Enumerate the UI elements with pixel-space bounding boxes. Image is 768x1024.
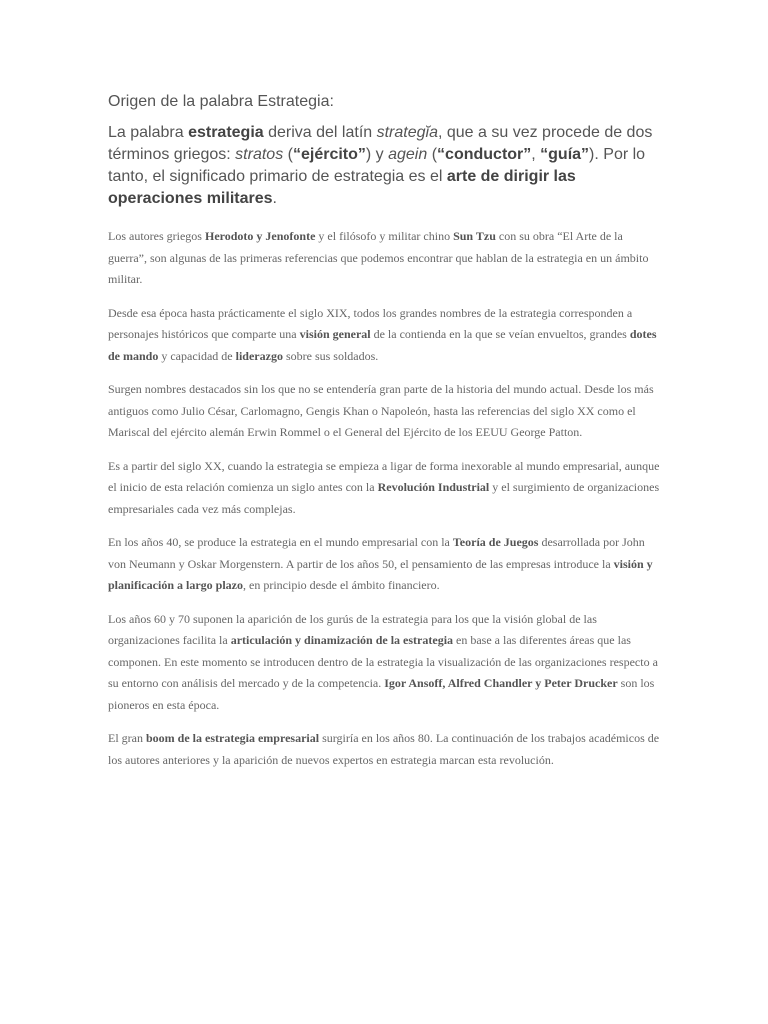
text-segment: y el surgimiento de organizaciones empresariales cada vez más complejas. [108, 480, 660, 516]
paragraph-xx-century [108, 456, 663, 521]
text-segment: Desde esa época hasta prácticamente el siglo XIX, todos los grandes nombres de la estrategia corresponden a personajes históricos que comparte una [108, 305, 633, 341]
bold-term: Herodoto y Jenofonte [204, 229, 316, 243]
text-segment: Es a partir del siglo XX, cuando la estrategia se empieza a ligar de forma inexorable al mundo empresarial, aunque el inicio de esta relación comienza un siglo antes con la [108, 458, 660, 494]
italic-term: stratos [235, 146, 284, 163]
text-segment: ( [283, 146, 293, 163]
page-heading: Origen de la palabra Estrategia: [108, 93, 334, 110]
text-segment: . [272, 190, 277, 207]
text-segment: La palabra [108, 124, 189, 141]
lead-paragraph [108, 122, 663, 210]
text-segment: y el filósofo y militar chino [315, 229, 454, 243]
text-segment: surgiría en los años 80. La continuación de los trabajos académicos de los autores anteriores y la aparición de nuevos expertos en estrategia marcan esta revolución. [108, 731, 660, 767]
text-segment: , que a su vez procede de dos términos griegos: [108, 124, 653, 163]
bold-term: “guía” [540, 146, 590, 163]
paragraph-1940s [108, 532, 663, 597]
text-segment: El gran [108, 731, 146, 745]
text-segment: ). Por lo tanto, el significado primario de estrategia es el [108, 146, 646, 185]
bold-term: liderazgo [235, 348, 283, 363]
text-segment: , [531, 146, 541, 163]
bold-term: dotes de mando [108, 327, 657, 363]
text-segment: en base a las diferentes áreas que las componen. En este momento se introducen dentro de la estrategia la visualización de las organizaciones respecto a su entorno con análisis del mercado y de la competencia. [108, 633, 658, 690]
text-segment: son los pioneros en esta época. [108, 676, 655, 712]
bold-term: “ejército” [292, 146, 366, 163]
document-page [108, 92, 663, 783]
text-segment: , en principio desde el ámbito financiero. [243, 578, 440, 592]
bold-term: Teoría de Juegos [452, 535, 539, 549]
text-segment: Los años 60 y 70 suponen la aparición de los gurús de la estrategia para los que la visión global de las organizaciones facilita la [108, 611, 597, 647]
bold-term: boom de la estrategia empresarial [146, 731, 320, 745]
bold-term: visión y planificación a largo plazo [108, 556, 653, 592]
italic-term: strategĭa [376, 124, 438, 141]
text-segment: ( [427, 146, 438, 163]
bold-term: articulación y dinamización de la estrategia [230, 633, 454, 647]
text-segment: de la contienda en la que se veían envueltos, grandes [370, 327, 630, 341]
text-segment: y capacidad de [158, 348, 236, 363]
paragraph-greek-authors [108, 226, 663, 291]
text-segment: En los años 40, se produce la estrategia en el mundo empresarial con la [108, 535, 453, 549]
bold-term: arte de dirigir las operaciones militares [108, 168, 576, 207]
text-segment: con su obra “El Arte de la guerra”, son algunas de las primeras referencias que podemos encontrar que hablan de la estrategia en un ámbito militar. [108, 229, 649, 286]
italic-term: agein [388, 146, 428, 163]
bold-term: visión general [299, 327, 371, 341]
bold-term: Sun Tzu [453, 229, 496, 243]
paragraph-xix-century [108, 303, 663, 368]
paragraph-1960s-70s [108, 609, 663, 717]
bold-term: estrategia [188, 124, 264, 141]
paragraph-1980s-boom [108, 728, 663, 771]
paragraph-notable-names [108, 379, 663, 444]
text-segment: sobre sus soldados. [282, 348, 379, 363]
bold-term: Igor Ansoff, Alfred Chandler y Peter Drucker [384, 676, 618, 690]
text-segment: desarrollada por John von Neumann y Oskar Morgenstern. A partir de los años 50, el pensamiento de las empresas introduce la [108, 535, 645, 571]
bold-term: Revolución Industrial [377, 480, 490, 494]
text-segment: Surgen nombres destacados sin los que no se entendería gran parte de la historia del mundo actual. Desde los más antiguos como Julio César, Carlomagno, Gengis Khan o Napoleón, hasta las referencias del siglo XX como el Mariscal del ejército alemán Erwin Rommel o el General del Ejército de los EEUU George Patton. [108, 382, 654, 439]
bold-term: “conductor” [437, 146, 532, 163]
text-segment: Los autores griegos [108, 229, 205, 243]
text-segment: deriva del latín [263, 124, 377, 141]
text-segment: ) y [365, 146, 389, 163]
